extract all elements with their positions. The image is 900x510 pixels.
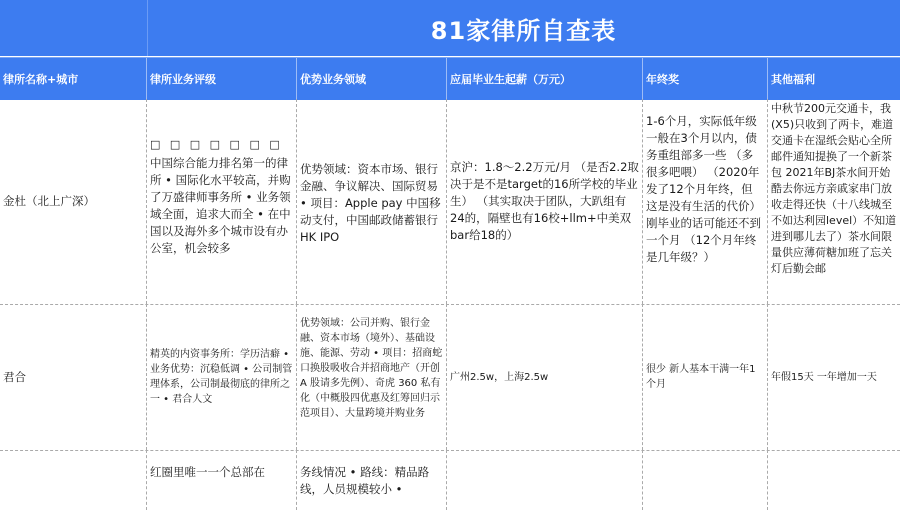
rating-cell[interactable] xyxy=(147,450,297,510)
benefits-text: 中秋节200元交通卡，我(X5)只收到了两卡，难道交通卡在湿纸会贴心全所邮件通知提换了一个新茶包 2021年BJ茶水间开始酷去你远方亲戚家串门放收走得还快（十八线城至不如达利园level）不知道进到哪儿去了）茶水间限量供应薄荷糖加班了忘关灯后勤会邮 xyxy=(771,102,897,275)
header-benefits[interactable]: 其他福利 xyxy=(771,73,815,86)
strengths-text: 优势领域：公司并购、银行金融、资本市场（境外）、基础设施、能源、劳动 • 项目：招商蛇口换股吸收合并招商地产（开创 A 股请多先例）、奇虎 360 私有化（中概股四优惠及红筹回归示 范项目）、大量跨境并购业务 xyxy=(300,318,443,419)
strengths-text: 务线情况 • 路线：精品路线，人员规模较小 • xyxy=(300,465,430,496)
strengths-cell[interactable] xyxy=(297,304,447,450)
benefits-cell[interactable] xyxy=(768,450,900,510)
firm-name-cell[interactable] xyxy=(0,450,147,510)
header-rating[interactable]: 律所业务评级 xyxy=(147,58,297,100)
bonus-cell[interactable] xyxy=(643,99,768,304)
benefits-cell[interactable] xyxy=(768,304,900,450)
firm-name: 君合 xyxy=(3,369,26,384)
rating-text: 红圈里唯一一个总部在 xyxy=(150,465,265,479)
bonus-cell[interactable] xyxy=(643,450,768,510)
firm-name: 金杜（北上广深） xyxy=(3,194,95,208)
strengths-cell[interactable] xyxy=(297,99,447,304)
rating-cell[interactable] xyxy=(147,304,297,450)
rating-text: 精英的内资事务所：学历洁癖 • 业务优势：沉稳低调 • 公司制管理体系，公司制最彻底的律所之一 • 君合人文 xyxy=(150,349,293,405)
header-bonus[interactable]: 年终奖 xyxy=(643,58,768,100)
rating-cell[interactable] xyxy=(147,99,297,304)
bonus-text: 1-6个月，实际低年级一般在3个月以内，债务重组部多一些 （多很多吧喂） （2020年发了12个月年终，但这是没有生活的代价） 刚毕业的话可能还不到一个月 （12个月年终是几年级？） xyxy=(646,114,761,264)
sheet-title: 81家律所自查表 xyxy=(430,16,617,45)
bonus-cell[interactable] xyxy=(643,304,768,450)
salary-cell[interactable] xyxy=(447,99,643,304)
table-row xyxy=(0,304,900,451)
salary-cell[interactable] xyxy=(447,304,643,450)
bonus-text: 很少 新人基本干满一年1个月 xyxy=(646,364,756,390)
benefits-text: 年假15天 一年增加一天 xyxy=(771,371,877,383)
strengths-text: 优势领域：资本市场、银行金融、争议解决、国际贸易 • 项目：Apple pay 中国移动支付，中国邮政储蓄银行 HK IPO xyxy=(300,162,441,244)
firm-name-cell[interactable] xyxy=(0,99,147,304)
benefits-cell[interactable] xyxy=(768,99,900,304)
firm-name-cell[interactable] xyxy=(0,304,147,450)
title-left-cell xyxy=(0,0,148,56)
title-bar xyxy=(0,0,900,56)
salary-cell[interactable] xyxy=(447,450,643,510)
rating-text: 中国综合能力排名第一的律所 • 国际化水平较高，并购了万盛律师事务所 • 业务领域全面，追求大而全 • 在中国以及海外多个城市设有办公室，机会较多 xyxy=(150,156,291,255)
rating-checkboxes xyxy=(150,137,293,153)
rating-boxes: □ □ □ □ □ □ □ xyxy=(150,138,283,151)
header-firm-name[interactable]: 律所名称+城市 xyxy=(0,58,147,100)
header-strengths[interactable]: 优势业务领域 xyxy=(297,58,447,100)
header-row xyxy=(0,57,900,100)
header-salary[interactable]: 应届毕业生起薪（万元） xyxy=(447,58,643,100)
table-body xyxy=(0,99,900,500)
strengths-cell[interactable] xyxy=(297,450,447,510)
salary-text: 京沪：1.8～2.2万元/月 （是否2.2取决于是不是target的16所学校的毕业生） （其实取决于团队，大趴组有24的，隔壁也有16校+llm+中美双bar给18的） xyxy=(450,160,639,242)
salary-text: 广州2.5w，上海2.5w xyxy=(450,371,549,383)
table-row xyxy=(0,450,900,510)
table-row xyxy=(0,99,900,305)
